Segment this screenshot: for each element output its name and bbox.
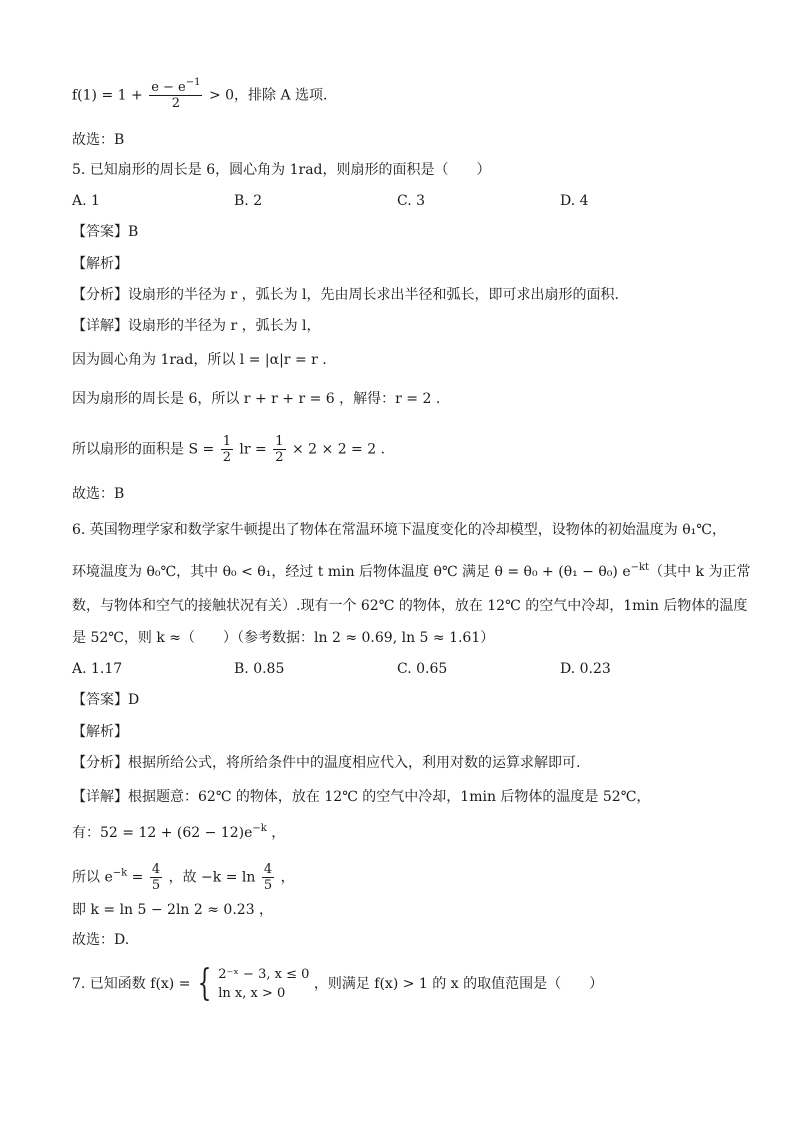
q7-brace: { <box>197 963 212 1004</box>
q5-analysis-tag: 【解析】 <box>72 256 128 272</box>
q6-fraction-1-numerator: 4 <box>151 862 161 877</box>
f1-numerator: e − e <box>151 80 186 95</box>
q7-case-1: 2⁻ˣ − 3, x ≤ 0 <box>218 967 310 982</box>
f1-suffix: > 0，排除 A 选项. <box>208 87 328 104</box>
q6-eq2-suffix: ， <box>280 869 295 886</box>
q5-step3-prefix: 所以扇形的面积是 S = <box>72 441 215 458</box>
q5-fraction-2-numerator: 1 <box>275 434 284 449</box>
q5-option-c: C. 3 <box>397 193 426 209</box>
q5-option-d: D. 4 <box>560 193 589 209</box>
q6-option-d: D. 0.23 <box>560 661 611 677</box>
q6-fraction-1 <box>150 862 162 893</box>
q6-line3: 数，与物体和空气的接触状况有关）.现有一个 62℃ 的物体，放在 12℃ 的空气中冷却，1min 后物体的温度 <box>72 598 748 614</box>
q5-option-a: A. 1 <box>72 193 100 209</box>
q6-eq2-mid: ，故 −k = ln <box>168 869 256 886</box>
q5-step3-mid: lr = <box>239 441 267 458</box>
f1-line <box>72 77 328 111</box>
q5-fraction-2-denominator: 2 <box>275 450 284 465</box>
q6-eq3: 即 k = ln 5 − 2ln 2 ≈ 0.23 ， <box>72 902 274 918</box>
q5-fenxi: 【分析】设扇形的半径为 r ，弧长为 l，先由周长求出半径和弧长，即可求出扇形的面积. <box>72 287 619 303</box>
q6-line2-suffix: （其中 k 为正常 <box>649 564 751 580</box>
q6-line4: 是 52℃，则 k ≈（ ）（参考数据：ln 2 ≈ 0.69, ln 5 ≈ 1.61） <box>72 630 495 646</box>
q5-step2: 因为扇形的周长是 6，所以 r + r + r = 6 ，解得：r = 2 . <box>72 391 441 407</box>
q6-line1: 6. 英国物理学家和数学家牛顿提出了物体在常温环境下温度变化的冷却模型，设物体的初始温度为 θ₁℃， <box>72 522 726 538</box>
q6-eq1-exponent: −k <box>252 823 267 834</box>
q6-option-c: C. 0.65 <box>397 661 448 677</box>
q7-stem <box>72 964 603 1004</box>
q6-fenxi: 【分析】根据所给公式，将所给条件中的温度相应代入，利用对数的运算求解即可. <box>72 755 581 771</box>
q5-stem: 5. 已知扇形的周长是 6，圆心角为 1rad，则扇形的面积是（ ） <box>72 162 491 178</box>
q6-final: 故选：D. <box>72 932 130 948</box>
q5-step3-suffix: × 2 × 2 = 2 . <box>291 441 386 458</box>
q5-fraction-2 <box>273 434 285 465</box>
f1-denominator: 2 <box>149 95 202 111</box>
q4-final-answer: 故选：B <box>72 132 125 148</box>
q5-final: 故选：B <box>72 486 125 502</box>
q6-option-b: B. 0.85 <box>234 661 285 677</box>
q6-eq2-prefix: 所以 e <box>72 869 113 886</box>
f1-prefix: f(1) = 1 + <box>72 87 143 104</box>
q5-xiangjie: 【详解】设扇形的半径为 r ，弧长为 l， <box>72 318 321 334</box>
q7-prefix: 7. 已知函数 f(x) = <box>72 976 191 992</box>
q6-fraction-1-denominator: 5 <box>151 878 161 893</box>
q6-fraction-2-numerator: 4 <box>263 862 273 877</box>
q6-line2 <box>72 562 750 582</box>
q6-answer: 【答案】D <box>72 692 140 708</box>
q5-fraction-1-denominator: 2 <box>222 450 231 465</box>
q5-fraction-1 <box>221 434 233 465</box>
q6-eq2-equals: = <box>131 869 144 886</box>
q6-eq1 <box>72 823 285 843</box>
q6-eq2 <box>72 862 295 893</box>
q6-eq1-prefix: 有：52 = 12 + (62 − 12)e <box>72 825 253 841</box>
q6-analysis-tag: 【解析】 <box>72 724 128 740</box>
f1-numerator-exponent: −1 <box>185 77 201 88</box>
q7-suffix: ，则满足 f(x) > 1 的 x 的取值范围是（ ） <box>313 976 604 992</box>
q5-step1: 因为圆心角为 1rad，所以 l = |α|r = r . <box>72 352 327 368</box>
q6-fraction-2-denominator: 5 <box>263 878 273 893</box>
q6-option-a: A. 1.17 <box>72 661 123 677</box>
q5-answer: 【答案】B <box>72 224 139 240</box>
q6-xiangjie: 【详解】根据题意：62℃ 的物体，放在 12℃ 的空气中冷却，1min 后物体的温度是 52℃， <box>72 789 651 805</box>
q7-case-2: ln x, x > 0 <box>218 986 286 1001</box>
q6-line2-prefix: 环境温度为 θ₀℃，其中 θ₀ < θ₁，经过 t min 后物体温度 θ℃ 满足 θ = θ₀ + (θ₁ − θ₀) e <box>72 564 631 580</box>
q6-line2-exponent: −kt <box>630 562 650 573</box>
q7-piecewise-cases <box>218 965 309 1003</box>
q6-fraction-2 <box>262 862 274 893</box>
q5-fraction-1-numerator: 1 <box>222 434 231 449</box>
f1-fraction <box>149 77 202 111</box>
q6-eq1-suffix: ， <box>271 825 286 841</box>
q5-step3 <box>72 434 385 465</box>
q6-eq2-exponent: −k <box>112 867 128 879</box>
q5-option-b: B. 2 <box>234 193 263 209</box>
